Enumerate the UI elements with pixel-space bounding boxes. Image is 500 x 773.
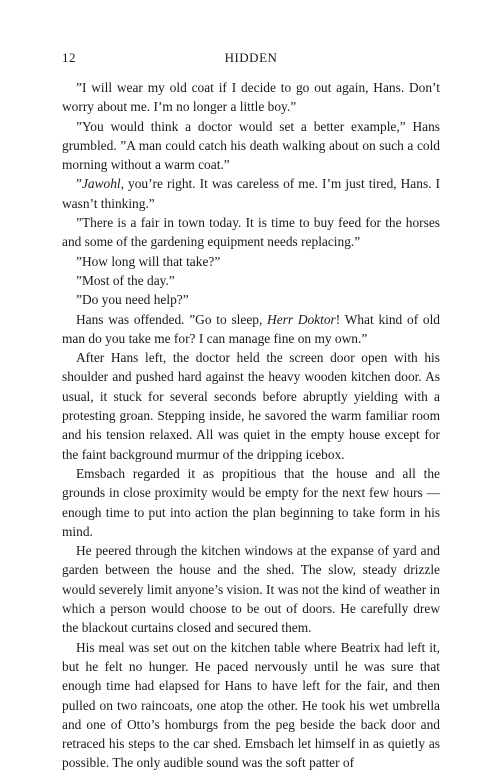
text-run: ”There is a fair in town today. It is time to buy feed for the horses and some of the gardening equipment needs replacing.” xyxy=(62,215,440,250)
text-run: ! What kind of old man do you take me for? I can manage fine on my own.” xyxy=(62,311,440,346)
text-run: ” xyxy=(76,176,82,192)
text-run: ”How long will that take?” xyxy=(76,253,221,269)
paragraph xyxy=(62,310,440,349)
paragraph xyxy=(62,464,440,541)
text-run: Hans was offended. ”Go to sleep, xyxy=(76,311,268,327)
text-run: He peered through the kitchen windows at the expanse of yard and garden between the house and the shed. The slow, steady drizzle would severely limit anyone’s vision. It was not the kind of weather in which a person would choose to be out of doors. He carefully drew the blackout curtains closed and secured them. xyxy=(62,543,440,636)
text-run: ”Do you need help?” xyxy=(76,292,189,308)
text-run: , you’re right. It was careless of me. I’m just tired, Hans. I wasn’t thinking.” xyxy=(62,176,440,211)
paragraph xyxy=(62,213,440,252)
paragraph xyxy=(62,78,440,117)
text-run: His meal was set out on the kitchen table where Beatrix had left it, but he felt no hunger. He paced nervously until he was sure that enough time had elapsed for Hans to have left for the fair, and then pulled on two raincoats, one atop the other. He took his wet umbrella and one of Otto’s homburgs from the peg beside the back door and retraced his steps to the car shed. Emsbach let himself in as quietly as possible. The only audible sound was the soft patter of xyxy=(62,639,440,771)
book-title: HIDDEN xyxy=(224,50,278,65)
paragraph xyxy=(62,252,440,271)
italic-text: Jawohl xyxy=(81,176,121,192)
italic-text: Herr Doktor xyxy=(267,311,336,327)
book-page xyxy=(62,50,440,773)
page-number: 12 xyxy=(62,50,76,65)
paragraph xyxy=(62,174,440,213)
paragraph xyxy=(62,290,440,309)
paragraph xyxy=(62,117,440,175)
text-run: ”I will wear my old coat if I decide to go out again, Hans. Don’t worry about me. I’m no longer a little boy.” xyxy=(62,80,440,115)
text-run: Emsbach regarded it as propitious that the house and all the grounds in close proximity would be empty for the next few hours — enough time to put into action the plan beginning to take form in his mind. xyxy=(62,465,440,539)
paragraph xyxy=(62,271,440,290)
text-run: ”You would think a doctor would set a better example,” Hans grumbled. ”A man could catch his death walking about on such a cold morning without a warm coat.” xyxy=(62,118,440,173)
paragraph xyxy=(62,638,440,773)
paragraph xyxy=(62,348,440,464)
text-run: ”Most of the day.” xyxy=(76,272,175,288)
running-head xyxy=(62,50,440,70)
text-run: After Hans left, the doctor held the screen door open with his shoulder and pushed hard against the heavy wooden kitchen door. As usual, it stuck for several seconds before abruptly yielding with a protesting groan. Stepping inside, he savored the warm familiar room and his tension relaxed. All was quiet in the empty house except for the faint background murmur of the dripping icebox. xyxy=(62,350,440,462)
paragraph xyxy=(62,541,440,637)
body-text xyxy=(62,78,440,773)
